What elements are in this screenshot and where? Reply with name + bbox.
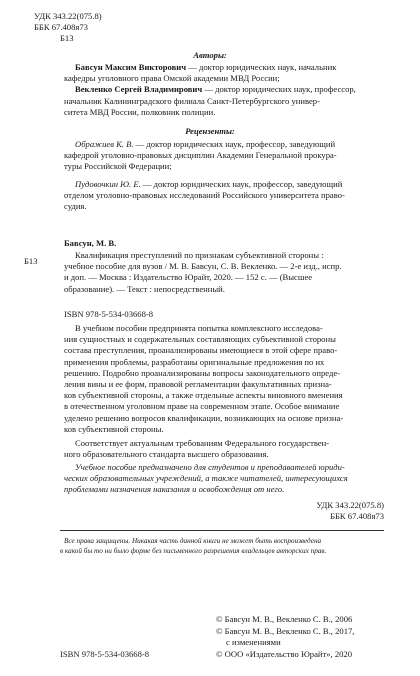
author-2-desc-3: ситета МВД России, полковник полиции.	[64, 106, 216, 117]
abstract-line: применения проблемы, разработаны оригинальные предложения по их	[64, 356, 325, 367]
divider-line	[60, 530, 384, 531]
catalog-heading: Бавсун, М. В.	[64, 238, 117, 248]
catalog-author-mark: Б13	[24, 256, 38, 266]
reviewer-1-desc-1: — доктор юридических наук, профессор, заведующий	[133, 139, 336, 149]
rights-notice	[60, 536, 384, 556]
author-2-desc-1: — доктор юридических наук, профессор,	[202, 84, 356, 95]
catalog-description	[64, 250, 384, 295]
abstract-line: ков субъективной стороны.	[64, 423, 164, 434]
copyright-line-2: © Бавсун М. В., Векленко С. В., 2017,	[216, 626, 355, 636]
reviewers-title: Рецензенты:	[185, 126, 235, 136]
catalog-line-3: и доп. — Москва : Издательство Юрайт, 2020. — 152 с. — (Высшее	[64, 272, 313, 283]
authors-block	[64, 62, 384, 118]
author-1-name: Бавсун Максим Викторович	[75, 62, 187, 72]
reviewer-2-name: Пудовочкин Ю. Е.	[75, 178, 141, 189]
author-1-desc-1: — доктор юридических наук, начальник	[186, 62, 337, 72]
abstract-line: состава преступления, проанализированы имеющиеся в этой сфере право-	[64, 345, 338, 356]
rights-line-1: Все права защищены. Никакая часть данной книги не может быть воспроизведена	[64, 537, 322, 545]
reviewer-2-desc-3: судия.	[64, 201, 87, 212]
bbk-code: ББК 67.408я73	[34, 22, 88, 32]
abstract-line: ков субъективной стороны, а также отдельные аспекты виновного вменения	[64, 390, 343, 401]
abstract-line: ния сущностных и содержательных составляющих субъективной стороны	[64, 334, 336, 345]
abstract-line: ного образовательного стандарта высшего образования.	[64, 449, 269, 460]
reviewer-1-name: Ображиев К. В.	[75, 139, 134, 149]
abstract-line: в отечественном уголовном праве на современном этапе. Особое внимание	[64, 401, 340, 412]
footer-bbk-code: ББК 67.408я73	[330, 511, 384, 521]
authors-title: Авторы:	[193, 50, 227, 60]
abstract-line: решению. Подробно проанализированы вопросы законодательного опреде-	[64, 367, 341, 378]
catalog-line-4: образование). — Текст : непосредственный.	[64, 283, 225, 294]
abstract-line: Учебное пособие предназначено для студентов и преподавателей юриди-	[75, 462, 345, 472]
abstract-line: Соответствует актуальным требованиям Федерального государствен-	[75, 438, 330, 448]
udk-code: УДК 343.22(075.8)	[34, 11, 102, 21]
abstract-paragraph-3	[64, 462, 384, 496]
footer-udk-code: УДК 343.22(075.8)	[316, 500, 384, 510]
author-2-desc-2: начальник Калининградского филиала Санкт-Петербургского универ-	[64, 95, 320, 106]
author-1-desc-2: кафедры уголовного права Омской академии МВД России;	[64, 73, 280, 84]
reviewer-1-desc-3: туры Российской Федерации;	[64, 161, 172, 172]
abstract-line: ческих образовательных учреждений, а также читателей, интересующихся	[64, 473, 348, 484]
author-mark: Б13	[60, 33, 74, 43]
abstract-line: ления вины и ее форм, правовой регламентации факультативных призна-	[64, 379, 332, 390]
copyright-isbn: ISBN 978-5-534-03668-8	[60, 649, 150, 659]
catalog-line-2: учебное пособие для вузов / М. В. Бавсун, С. В. Векленко. — 2-е изд., испр.	[64, 261, 342, 272]
reviewers-block	[64, 139, 384, 212]
reviewer-1-desc-2: кафедрой уголовно-правовых дисциплин Академии Генеральной прокура-	[64, 150, 337, 161]
abstract-line: проблемами назначения наказания и освобождения от него.	[64, 484, 285, 495]
reviewer-2-desc-2: отделом уголовно-правовых исследований Российского университета право-	[64, 189, 345, 200]
abstract-paragraph-2	[64, 438, 384, 460]
abstract-paragraph-1	[64, 323, 384, 435]
catalog-line-1: Квалификация преступлений по признакам субъективной стороны :	[75, 250, 324, 260]
copyright-line-2b: с изменениями	[226, 637, 281, 647]
abstract-line: уделено решению вопросов квалификации, возникающих на основе призна-	[64, 412, 344, 423]
copyright-line-3: © ООО «Издательство Юрайт», 2020	[216, 649, 353, 659]
author-2-name: Векленко Сергей Владимирович	[75, 84, 203, 95]
copyright-line-1: © Бавсун М. В., Векленко С. В., 2006	[216, 614, 353, 624]
catalog-isbn: ISBN 978-5-534-03668-8	[64, 309, 154, 319]
reviewer-2-desc-1: — доктор юридических наук, профессор, заведующий	[140, 178, 343, 189]
rights-line-2: в какой бы то ни было форме без письменного разрешения владельцев авторских прав.	[60, 547, 327, 555]
abstract-line: В учебном пособии предпринята попытка комплексного исследова-	[75, 323, 323, 333]
